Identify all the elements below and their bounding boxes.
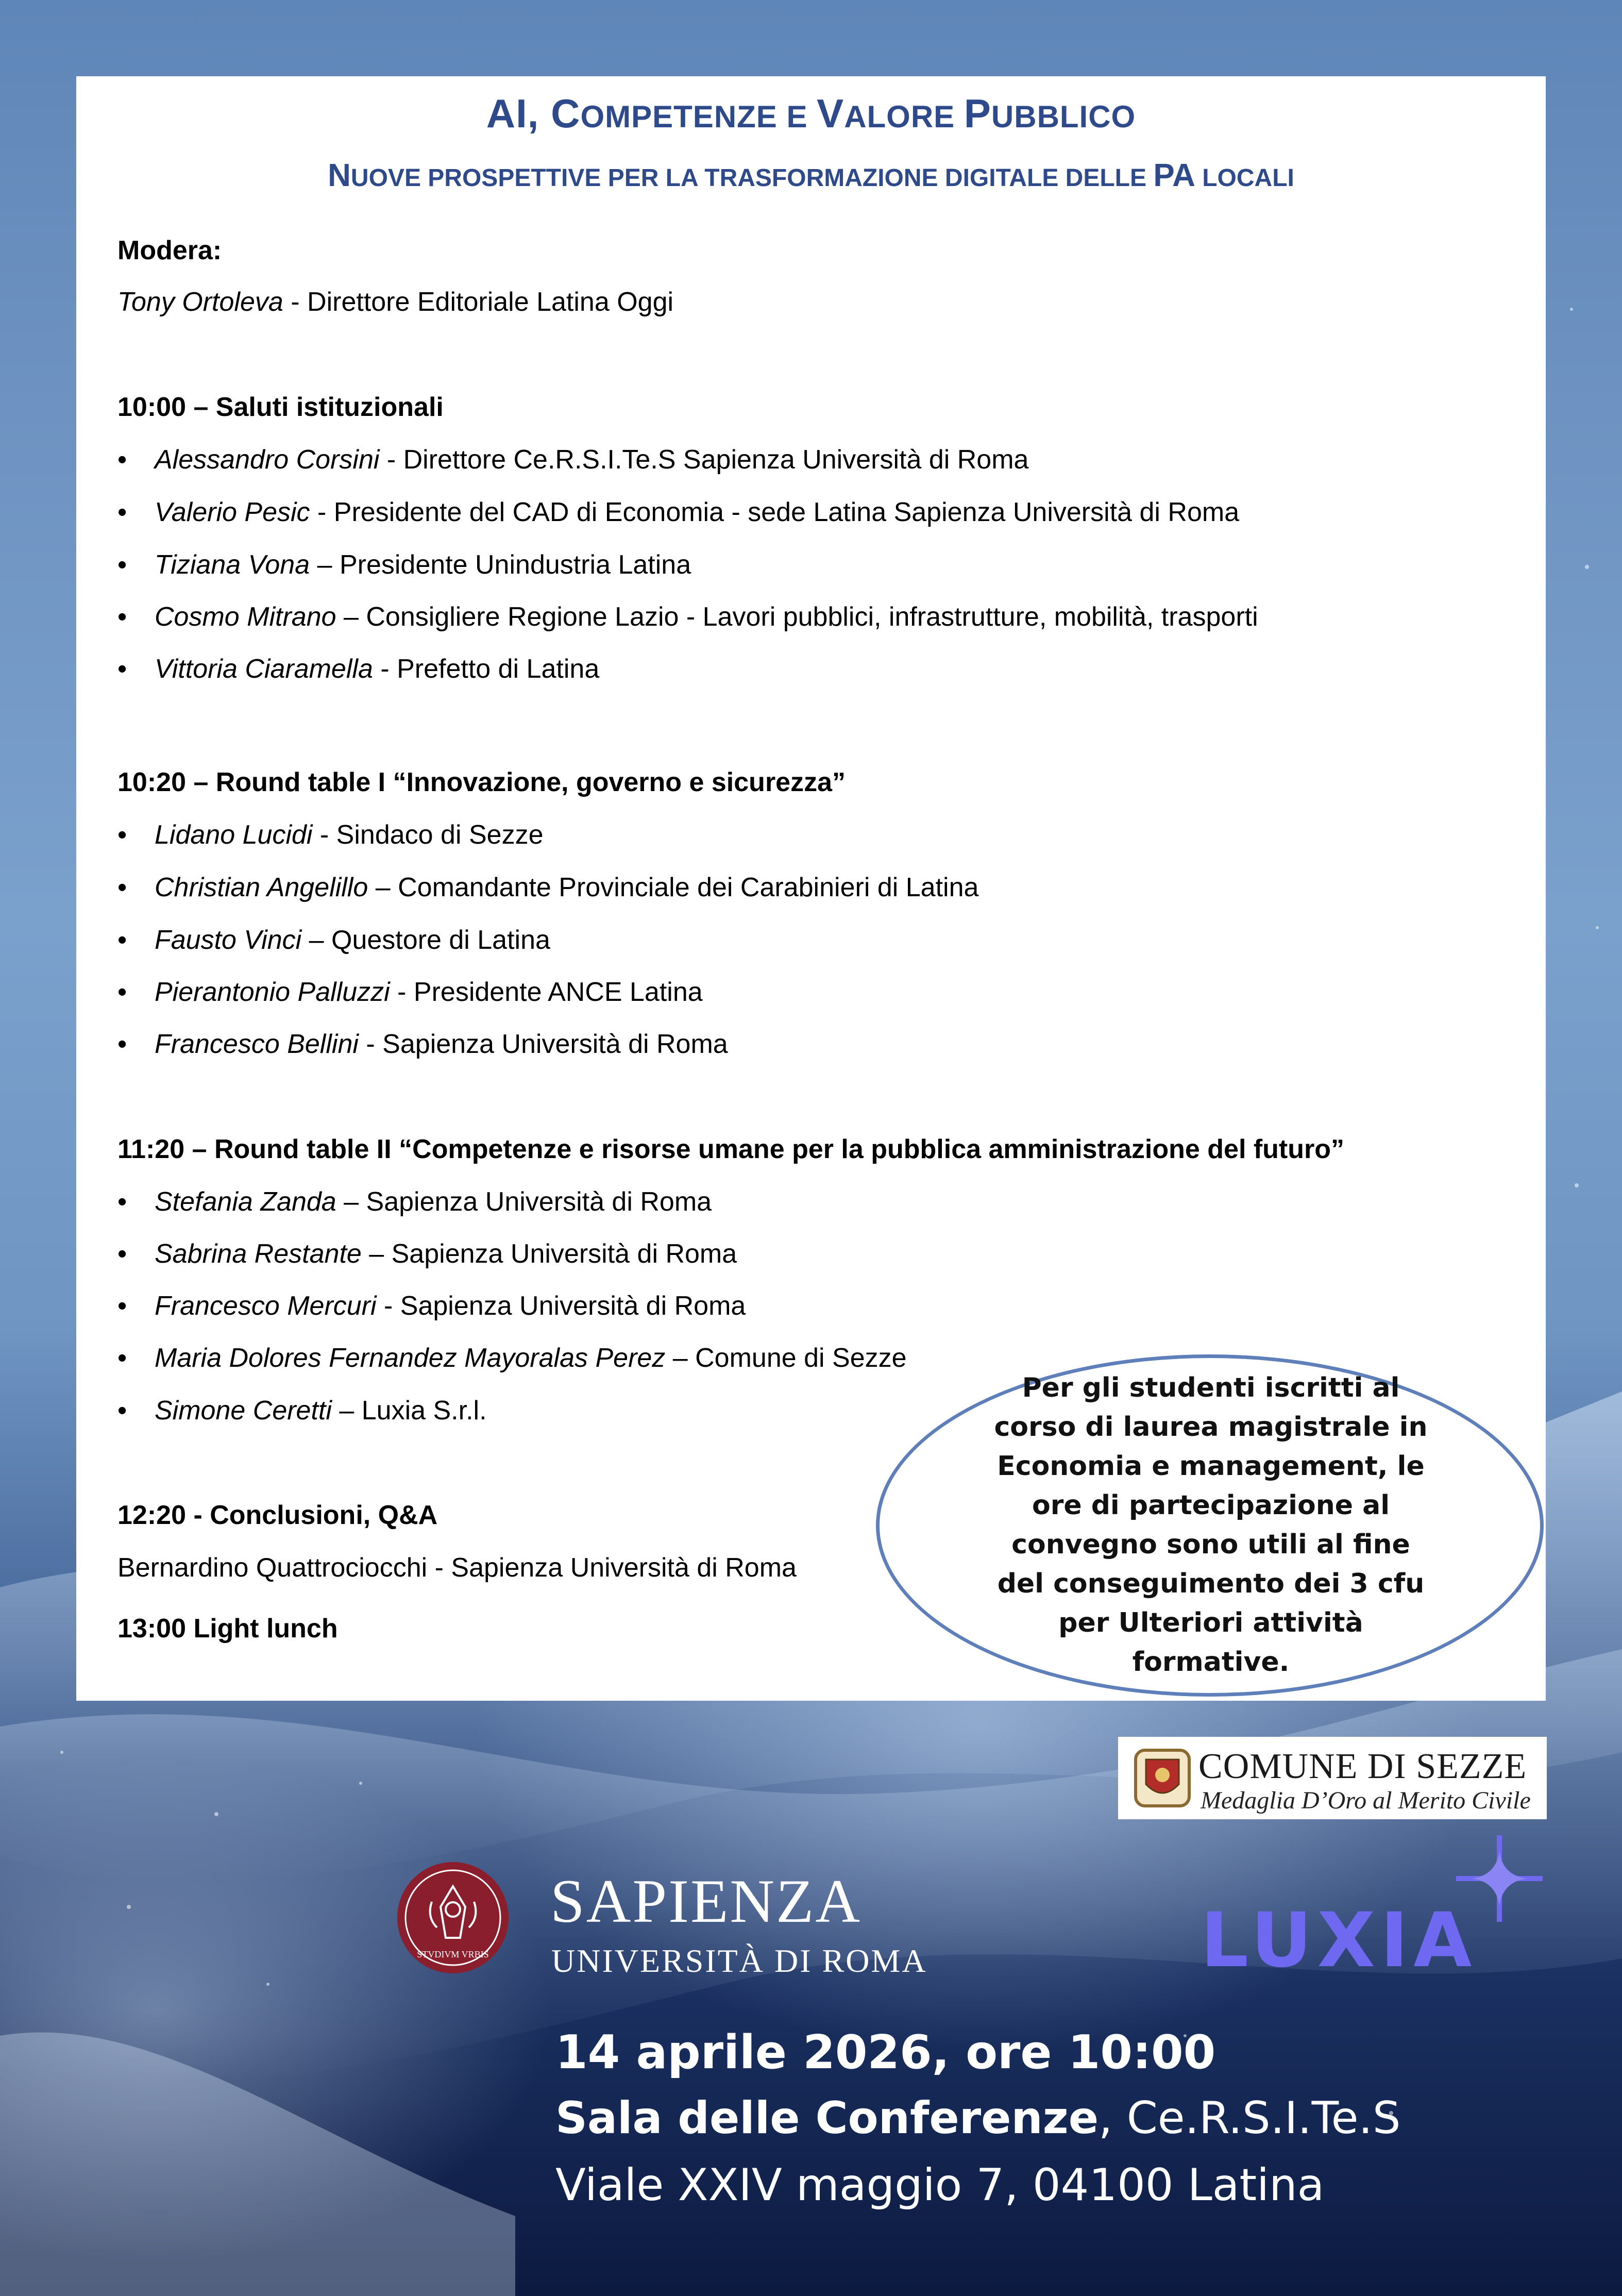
- speaker-item: • Francesco Bellini - Sapienza Università di Roma: [117, 1029, 728, 1059]
- speaker-item: • Sabrina Restante – Sapienza Università di Roma: [117, 1239, 737, 1269]
- speaker-item: • Vittoria Ciaramella - Prefetto di Latina: [117, 654, 600, 684]
- comune-title: COMUNE DI SEZZE: [1198, 1747, 1527, 1786]
- event-date: 14 aprile 2026, ore 10:00: [555, 2025, 1216, 2080]
- sapienza-subtitle: UNIVERSITÀ DI ROMA: [551, 1942, 927, 1979]
- speaker-item: • Tiziana Vona – Presidente Unindustria Latina: [117, 550, 691, 580]
- speaker-item: • Maria Dolores Fernandez Mayoralas Perez – Comune di Sezze: [117, 1343, 907, 1373]
- speaker-item: • Cosmo Mitrano – Consigliere Regione Lazio - Lavori pubblici, infrastrutture, mobilità, trasporti: [117, 602, 1258, 632]
- speaker-item: • Francesco Mercuri - Sapienza Università di Roma: [117, 1291, 746, 1321]
- luxia-logo: LUXIA: [1201, 1897, 1477, 1984]
- svg-text:STVDIVM VRBIS: STVDIVM VRBIS: [417, 1949, 489, 1959]
- closing-speaker: Bernardino Quattrociocchi - Sapienza Università di Roma: [117, 1553, 797, 1583]
- sapienza-seal-icon: [396, 1861, 510, 1975]
- comune-motto: Medaglia D’Oro al Merito Civile: [1201, 1787, 1531, 1814]
- session-heading: 10:00 – Saluti istituzionali: [117, 392, 444, 422]
- students-note-text: Per gli studenti iscritti al corso di laurea magistrale in Economia e management, le ore di partecipazione al convegno sono utili al fine del conseguimento dei 3 cfu per Ulteriori attività formative.: [994, 1372, 1428, 1678]
- session-heading: 11:20 – Round table II “Competenze e risorse umane per la pubblica amministrazione del futuro”: [117, 1134, 1345, 1164]
- speaker-item: • Simone Ceretti – Luxia S.r.l.: [117, 1396, 487, 1426]
- speaker-item: • Christian Angelillo – Comandante Provinciale dei Carabinieri di Latina: [117, 873, 979, 902]
- event-address: Viale XXIV maggio 7, 04100 Latina: [555, 2159, 1325, 2211]
- comune-sezze-logo: [1118, 1737, 1547, 1819]
- lunch-line: 13:00 Light lunch: [117, 1614, 338, 1644]
- sapienza-name: SAPIENZA: [550, 1867, 862, 1935]
- speaker-item: • Stefania Zanda – Sapienza Università di Roma: [117, 1187, 712, 1217]
- event-venue: Sala delle Conferenze, Ce.R.S.I.Te.S: [555, 2092, 1401, 2144]
- speaker-item: • Fausto Vinci – Questore di Latina: [117, 925, 550, 955]
- speaker-item: • Pierantonio Palluzzi - Presidente ANCE Latina: [117, 977, 703, 1007]
- moderator-line: Tony Ortoleva - Direttore Editoriale Latina Oggi: [117, 287, 674, 317]
- moderator-label: Modera:: [117, 236, 222, 265]
- closing-heading: 12:20 - Conclusioni, Q&A: [117, 1500, 438, 1530]
- speaker-item: • Lidano Lucidi - Sindaco di Sezze: [117, 820, 544, 850]
- event-subtitle: NUOVE PROSPETTIVE PER LA TRASFORMAZIONE DIGITALE DELLE PA LOCALI: [328, 158, 1294, 193]
- speaker-item: • Valerio Pesic - Presidente del CAD di Economia - sede Latina Sapienza Università di Roma: [117, 497, 1240, 527]
- event-title: AI, COMPETENZE E VALORE PUBBLICO: [486, 91, 1136, 136]
- session-heading: 10:20 – Round table I “Innovazione, governo e sicurezza”: [117, 767, 846, 797]
- speaker-item: • Alessandro Corsini - Direttore Ce.R.S.I.Te.S Sapienza Università di Roma: [117, 445, 1029, 475]
- sezze-crest-icon: [1134, 1748, 1191, 1808]
